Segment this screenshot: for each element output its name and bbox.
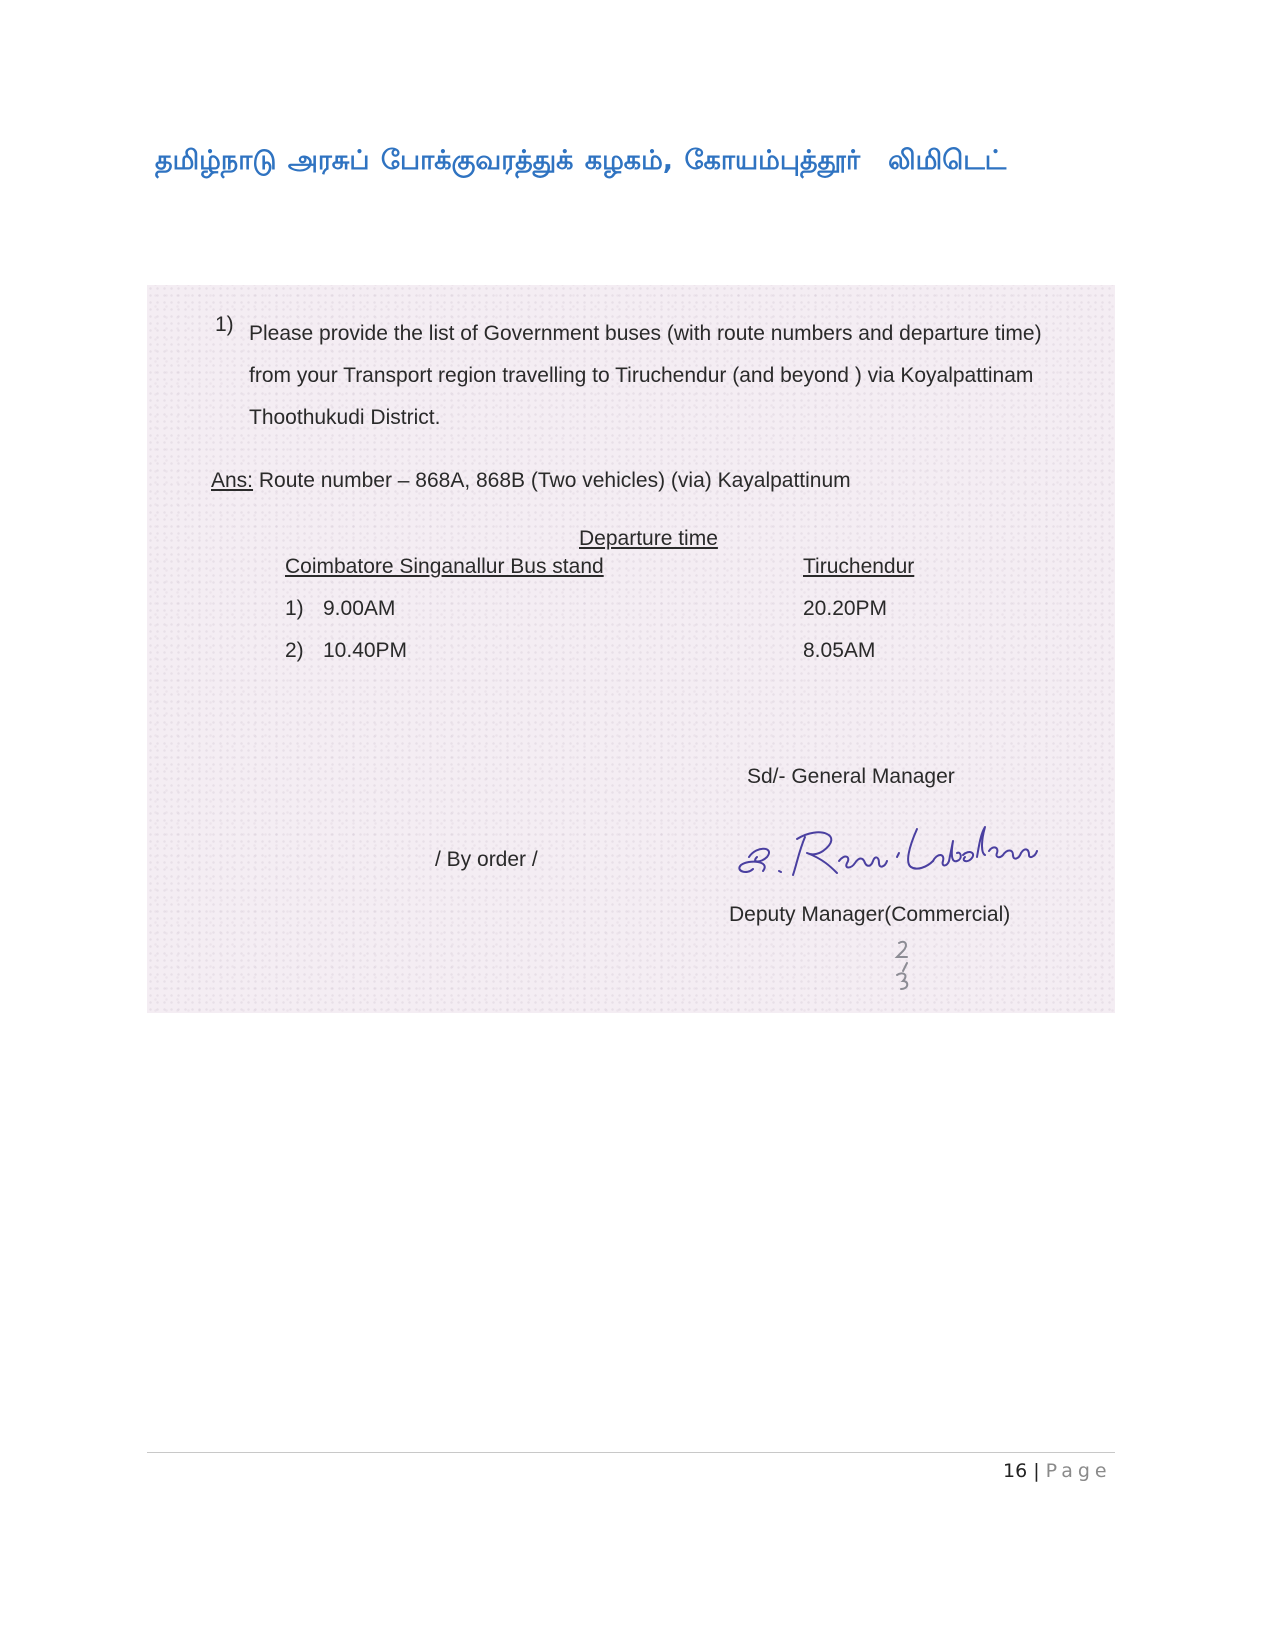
answer-label: Ans: (211, 469, 254, 492)
question-text: Please provide the list of Government buses (with route numbers and departure time) from your Transport region travelling to Tiruchendur (and beyond ) via Koyalpattinam Thoothukudi District. (249, 322, 1042, 429)
page-number: 16 (1003, 1460, 1028, 1482)
heading-org-name: தமிழ்நாடு அரசுப் போக்குவரத்துக் கழகம், கோயம்புத்தூர் (155, 145, 861, 176)
row-index: 1) (285, 597, 304, 620)
schedule-row-origin (285, 639, 407, 663)
scanned-letter (147, 285, 1115, 1013)
deputy-manager-designation: Deputy Manager(Commercial) (729, 903, 1011, 926)
destination-time: 8.05AM (803, 639, 876, 662)
footer-divider (147, 1452, 1115, 1453)
page-heading (155, 145, 1115, 180)
column-heading-destination: Tiruchendur (803, 555, 915, 578)
by-order: / By order / (435, 848, 538, 871)
pencil-mark (885, 933, 925, 993)
question-number: 1) (215, 313, 234, 336)
schedule-row-origin (285, 597, 395, 621)
footer-separator: | (1033, 1460, 1040, 1482)
page-label: Page (1045, 1460, 1112, 1482)
origin-time: 10.40PM (323, 639, 408, 662)
heading-limited: லிமிடெட் (888, 145, 1007, 176)
row-index: 2) (285, 639, 304, 662)
answer-text: Route number – 868A, 868B (Two vehicles) (via) Kayalpattinum (253, 469, 851, 492)
signature (727, 817, 1067, 887)
page-footer (1003, 1460, 1112, 1482)
destination-time: 20.20PM (803, 597, 888, 620)
departure-time-title: Departure time (579, 527, 718, 550)
origin-time: 9.00AM (323, 597, 396, 620)
answer-line (211, 469, 851, 493)
sd-general-manager: Sd/- General Manager (747, 765, 955, 788)
column-heading-origin: Coimbatore Singanallur Bus stand (285, 555, 604, 578)
